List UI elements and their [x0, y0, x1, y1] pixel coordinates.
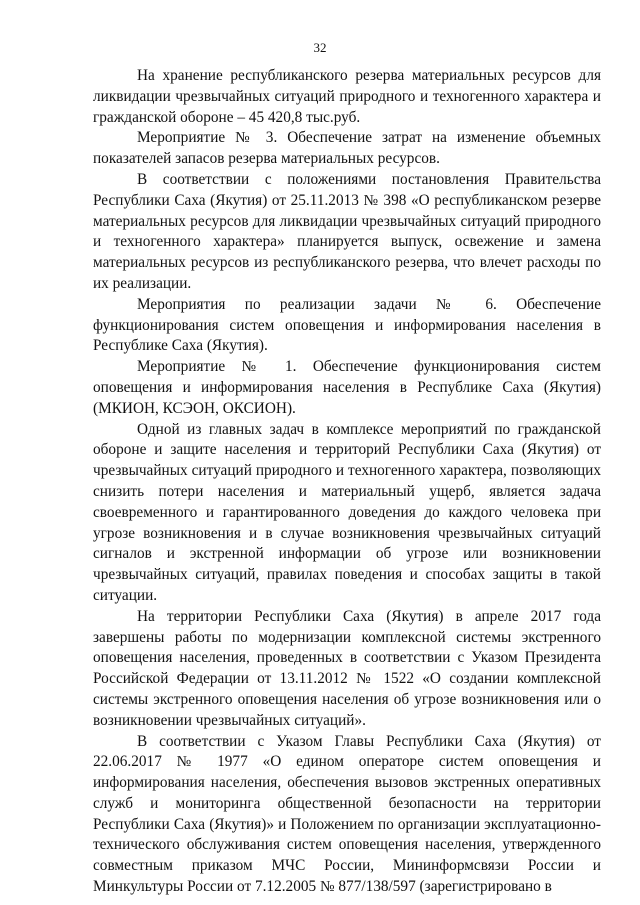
paragraph-modernization-2017: На территории Республики Саха (Якутия) в апреле 2017 года завершены работы по модернизации комплексной системы экстренного оповещения населения, проведенных в соответствии с Указом Президента Российской Федерации от 13.11.2012 № 1522 «О создании комплексной системы экстренного оповещения населения об угрозе возникновения или о возникновении чрезвычайных ситуаций». — [93, 607, 601, 729]
paragraph-resolution-398: В соответствии с положениями постановления Правительства Республики Саха (Якутия) от 25.11.2013 № 398 «О республиканском резерве материальных ресурсов для ликвидации чрезвычайных ситуаций природного и техногенного характера» планируется выпуск, освежение и замена материальных ресурсов из республиканского резерва, что влечет расходы по их реализации. — [93, 170, 601, 292]
paragraph-measure-1: Мероприятие № 1. Обеспечение функционирования систем оповещения и информирования населения в Республике Саха (Якутия) (МКИОН, КСЭОН, ОКСИОН). — [93, 358, 601, 417]
page-number: 32 — [313, 40, 327, 55]
paragraph-decree-1977: В соответствии с Указом Главы Республики Саха (Якутия) от 22.06.2017 № 1977 «О едином операторе систем оповещения и информирования населения, обеспечения вызовов экстренных оперативных служб и мониторинга общественной безопасности на территории Республики Саха (Якутия)» и Положением по организации эксплуатационно-технического обслуживания систем оповещения населения, утвержденного совместным приказом МЧС России, Мининформсвязи России и Минкультуры России от 7.12.2005 № 877/138/597 (зарегистрировано в — [93, 732, 601, 896]
paragraph-task-6: Мероприятия по реализации задачи № 6. Обеспечение функционирования систем оповещения и информирования населения в Республике Саха (Якутия). — [93, 295, 601, 355]
paragraph-measure-3: Мероприятие № 3. Обеспечение затрат на изменение объемных показателей запасов резерва материальных ресурсов. — [93, 129, 601, 168]
body-text — [93, 66, 601, 898]
paragraph-main-tasks: Одной из главных задач в комплексе мероприятий по гражданской обороне и защите населения и территорий Республики Саха (Якутия) от чрезвычайных ситуаций природного и техногенного характера, позволяющих снизить потери населения и материальный ущерб, является задача своевременного и гарантированного доведения до каждого человека при угрозе возникновения и в случае возникновения чрезвычайных ситуаций сигналов и экстренной информации об угрозе или возникновении чрезвычайных ситуаций, правилах поведения и способах защиты в такой ситуации. — [93, 420, 601, 604]
paragraph-reserve-storage: На хранение республиканского резерва материальных ресурсов для ликвидации чрезвычайных ситуаций природного и техногенного характера и гражданской обороне – 45 420,8 тыс.руб. — [93, 67, 601, 126]
